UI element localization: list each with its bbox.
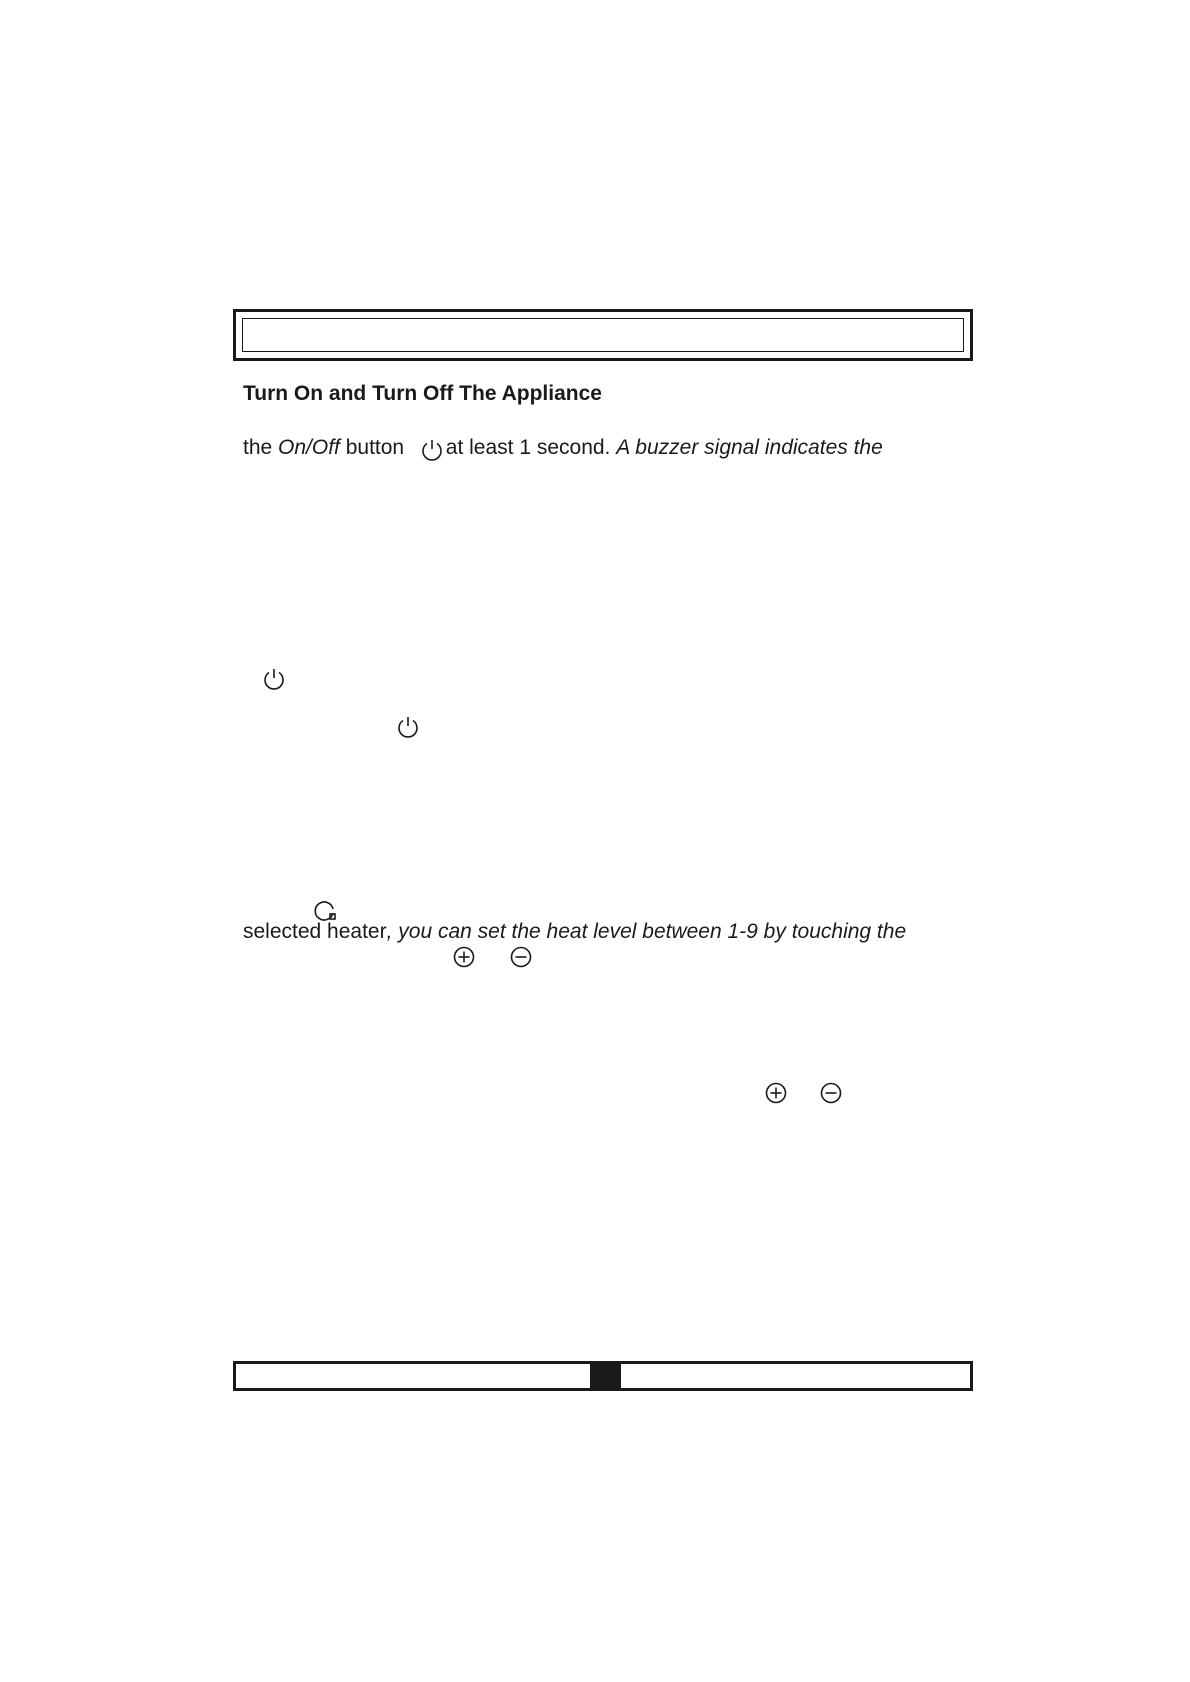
minus-icon xyxy=(509,945,533,969)
line1-button-word: button xyxy=(339,436,410,459)
page-number-block xyxy=(590,1361,621,1391)
power-icon xyxy=(396,715,420,739)
line1-suffix: at least 1 second. xyxy=(439,436,617,459)
section-header-box xyxy=(233,309,973,361)
instruction-line-on-off xyxy=(243,436,883,460)
section-header-inner-frame xyxy=(242,318,964,352)
line1-onoff-label: On/Off xyxy=(278,436,340,459)
line1-prefix: the xyxy=(243,436,279,459)
power-icon xyxy=(420,438,444,462)
page-footer-bar xyxy=(233,1361,973,1391)
plus-icon xyxy=(452,945,476,969)
section-title: Turn On and Turn Off The Appliance xyxy=(243,382,602,405)
plus-icon xyxy=(764,1081,788,1105)
line1-italic-tail: A buzzer signal indicates the xyxy=(616,436,883,459)
instruction-line-heat-level xyxy=(243,920,906,944)
minus-icon xyxy=(819,1081,843,1105)
line2-prefix: selected heater xyxy=(243,920,387,943)
power-icon xyxy=(262,667,286,691)
line2-italic-tail: , you can set the heat level between 1-9 by touching the xyxy=(386,920,907,943)
